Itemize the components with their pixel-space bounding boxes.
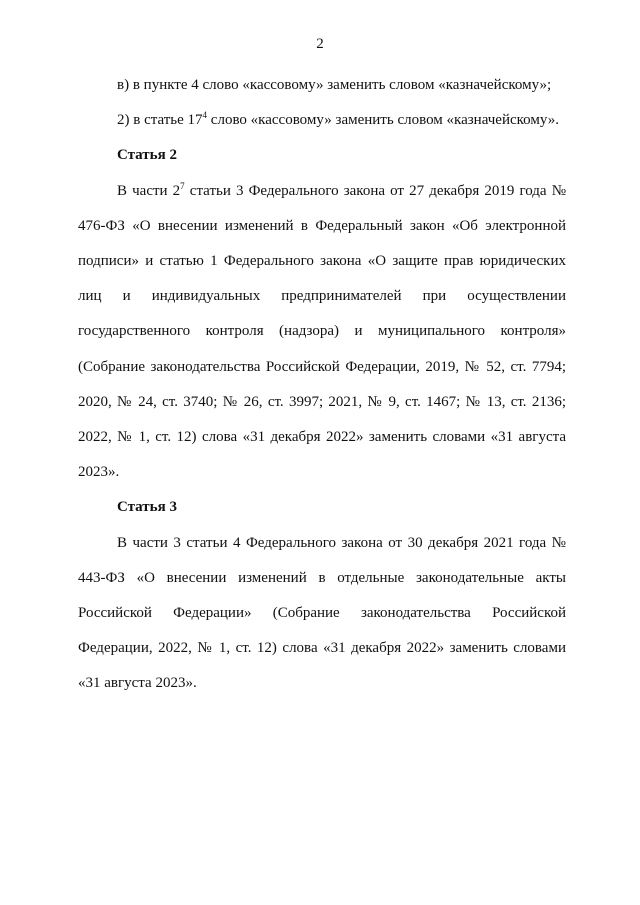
article-2-text	[78, 174, 566, 491]
item-2-text-post: слово «кассовому» заменить словом «казначейскому».	[207, 112, 559, 129]
article-2-heading: Статья 2	[117, 147, 177, 164]
article-3-text	[78, 526, 566, 702]
article-3-heading: Статья 3	[117, 499, 177, 516]
item-2-text-pre: 2) в статье 17	[117, 112, 203, 129]
page-number: 2	[316, 36, 324, 52]
document-body	[78, 68, 566, 702]
article-2-text-post: статьи 3 Федерального закона от 27 декабря 2019 года № 476-ФЗ «О внесении изменений в Федеральный закон «Об электронной подписи» и статью 1 Федерального закона «О защите прав юридических лиц и индивидуальных предпринимателей при осуществлении государственного контроля (надзора) и муниципального контроля» (Собрание законодательства Российской Федерации, 2019, № 52, ст. 7794; 2020, № 24, ст. 3740; № 26, ст. 3997; 2021, № 9, ст. 1467; № 13, ст. 2136; 2022, № 1, ст. 12) слова «31 декабря 2022» заменить словами «31 августа 2023».	[78, 182, 567, 481]
item-v	[78, 68, 566, 103]
item-2	[78, 103, 566, 138]
article-2-text-pre: В части 2	[117, 182, 181, 199]
article-3-text-body: В части 3 статьи 4 Федерального закона от 30 декабря 2021 года № 443-ФЗ «О внесении изменений в отдельные законодательные акты Российской Федерации» (Собрание законодательства Российской Федерации, 2022, № 1, ст. 12) слова «31 декабря 2022» заменить словами «31 августа 2023».	[78, 534, 566, 692]
article-2-superscript: 7	[180, 180, 185, 191]
item-2-superscript: 4	[202, 110, 208, 121]
item-v-text: в) в пункте 4 слово «кассовому» заменить словом «казначейскому»;	[117, 77, 552, 93]
